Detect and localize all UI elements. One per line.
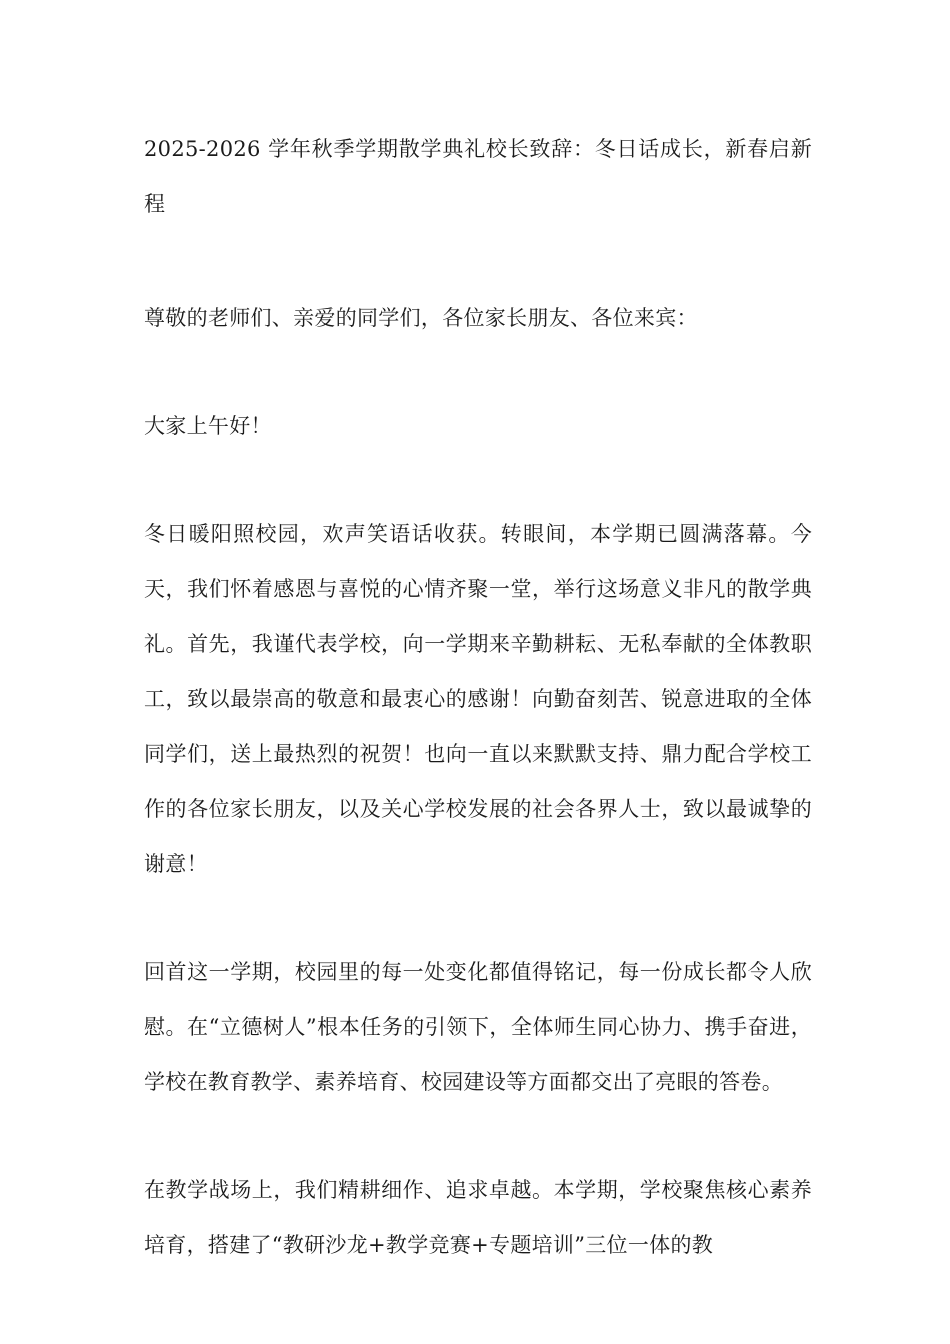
salutation-paragraph: 尊敬的老师们、亲爱的同学们，各位家长朋友、各位来宾： [144, 306, 698, 330]
opening-paragraph: 冬日暖阳照校园，欢声笑语话收获。转眼间，本学期已圆满落幕。今天，我们怀着感恩与喜悦的心情齐聚一堂，举行这场意义非凡的散学典礼。首先，我谨代表学校，向一学期来辛勤耕耘、无私奉献的全体教职工，致以最崇高的敬意和最衷心的感谢！向勤奋刻苦、锐意进取的全体同学们，送上最热烈的祝贺！也向一直以来默默支持、鼎力配合学校工作的各位家长朋友，以及关心学校发展的社会各界人士，致以最诚挚的谢意！ [144, 522, 812, 876]
review-paragraph: 回首这一学期，校园里的每一处变化都值得铭记，每一份成长都令人欣慰。在“立德树人”根本任务的引领下，全体师生同心协力、携手奋进，学校在教育教学、素养培育、校园建设等方面都交出了亮眼的答卷。 [144, 960, 812, 1094]
greeting-paragraph: 大家上午好！ [144, 414, 272, 438]
document-title: 2025-2026 学年秋季学期散学典礼校长致辞：冬日话成长，新春启新程 [144, 137, 812, 216]
teaching-paragraph: 在教学战场上，我们精耕细作、追求卓越。本学期，学校聚焦核心素养培育，搭建了“教研沙龙+教学竞赛+专题培训”三位一体的教 [144, 1178, 812, 1257]
document-body [144, 122, 812, 1326]
